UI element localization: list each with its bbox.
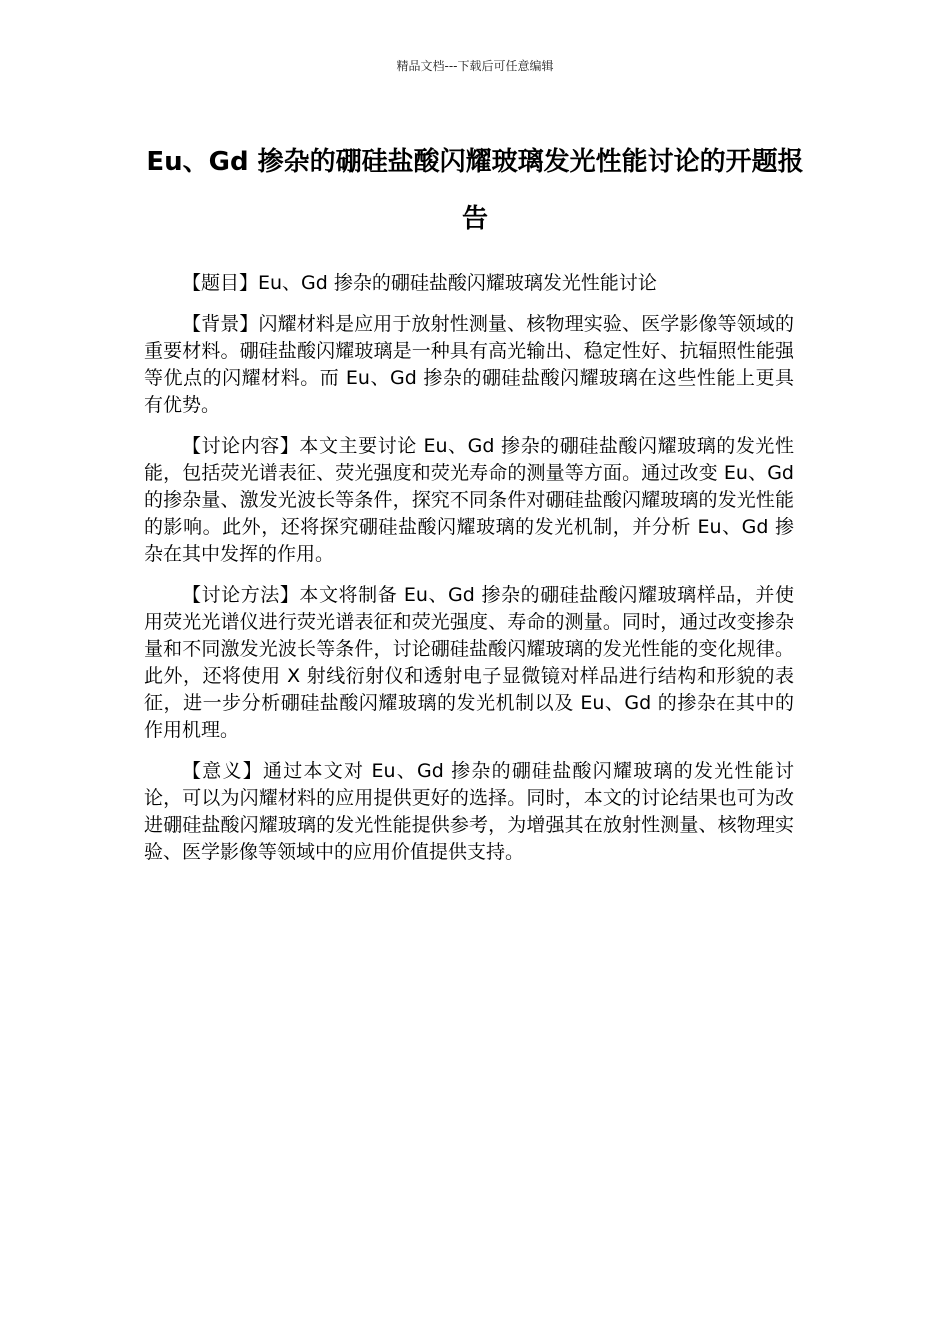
document-title: Eu、Gd 掺杂的硼硅盐酸闪耀玻璃发光性能讨论的开题报告	[146, 147, 804, 234]
page-header-note: 精品文档---下载后可任意编辑	[396, 59, 554, 73]
paragraph-research-content: 【讨论内容】本文主要讨论 Eu、Gd 掺杂的硼硅盐酸闪耀玻璃的发光性能，包括荧光谱表征、荧光强度和荧光寿命的测量等方面。通过改变 Eu、Gd 的掺杂量、激发光波长等条件，探究不同条件对硼硅盐酸闪耀玻璃的发光性能的影响。此外，还将探究硼硅盐酸闪耀玻璃的发光机制，并分析 Eu、Gd 掺杂在其中发挥的作用。	[144, 435, 794, 565]
paragraph-significance: 【意义】通过本文对 Eu、Gd 掺杂的硼硅盐酸闪耀玻璃的发光性能讨论，可以为闪耀材料的应用提供更好的选择。同时，本文的讨论结果也可为改进硼硅盐酸闪耀玻璃的发光性能提供参考，为增强其在放射性测量、核物理实验、医学影像等领域中的应用价值提供支持。	[144, 760, 794, 863]
paragraph-topic: 【题目】Eu、Gd 掺杂的硼硅盐酸闪耀玻璃发光性能讨论	[182, 272, 657, 294]
document-body	[144, 270, 794, 880]
paragraph-research-method: 【讨论方法】本文将制备 Eu、Gd 掺杂的硼硅盐酸闪耀玻璃样品，并使用荧光光谱仪进行荧光谱表征和荧光强度、寿命的测量。同时，通过改变掺杂量和不同激发光波长等条件，讨论硼硅盐酸闪耀玻璃的发光性能的变化规律。此外，还将使用 X 射线衍射仪和透射电子显微镜对样品进行结构和形貌的表征，进一步分析硼硅盐酸闪耀玻璃的发光机制以及 Eu、Gd 的掺杂在其中的作用机理。	[144, 584, 794, 741]
paragraph-background: 【背景】闪耀材料是应用于放射性测量、核物理实验、医学影像等领域的重要材料。硼硅盐酸闪耀玻璃是一种具有高光输出、稳定性好、抗辐照性能强等优点的闪耀材料。而 Eu、Gd 掺杂的硼硅盐酸闪耀玻璃在这些性能上更具有优势。	[144, 313, 794, 416]
